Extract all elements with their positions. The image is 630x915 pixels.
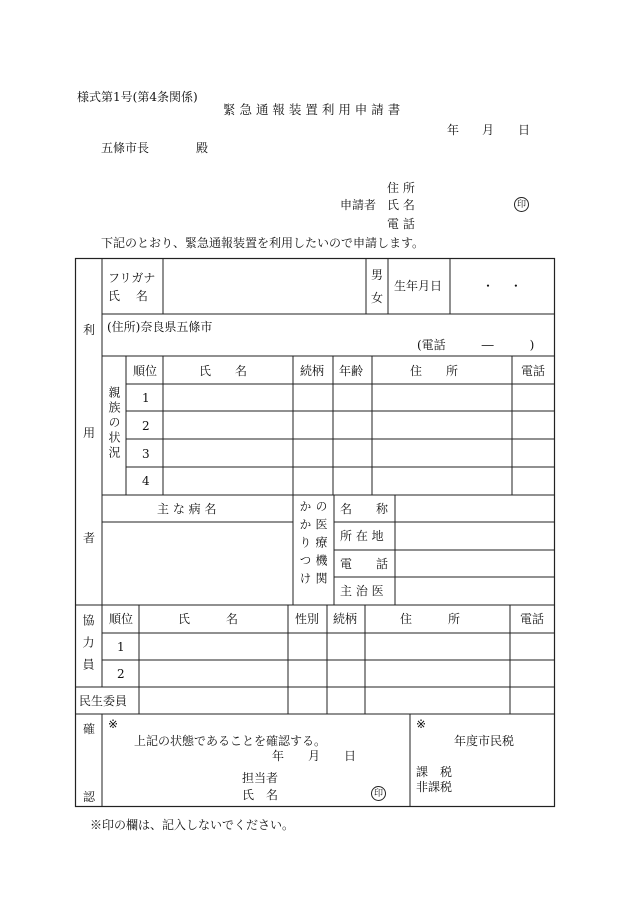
welfare-commissioner-label: 民生委員: [79, 694, 128, 708]
helpers-rank-2: 2: [117, 667, 125, 681]
tax-year-label: 年度市民税: [454, 734, 515, 748]
user-name-label: 氏 名: [108, 289, 148, 303]
relatives-header-age: 年齢: [339, 364, 364, 378]
helpers-side-label: 協力員: [81, 614, 95, 680]
applicant-address-label: 住 所: [387, 181, 415, 195]
seal-icon: 印: [514, 197, 529, 212]
taxed-label: 課 税: [416, 765, 453, 779]
user-side-label-3: 者: [83, 531, 96, 545]
intro-text: 下記のとおり、緊急通報装置を利用したいので申請します。: [101, 236, 425, 250]
sex-female: 女: [371, 291, 384, 305]
staff-seal-icon: 印: [371, 786, 386, 801]
disease-label: 主 な 病 名: [157, 502, 217, 516]
relatives-rank-3: 3: [142, 447, 150, 461]
furigana-label: フリガナ: [108, 271, 156, 285]
sex-male: 男: [371, 268, 384, 282]
staff-name-label: 氏 名: [242, 788, 279, 802]
relatives-rank-1: 1: [142, 391, 150, 405]
birthdate-dots: ・ ・: [482, 279, 522, 293]
helpers-header-name: 氏 名: [178, 612, 239, 626]
tax-mark: ※: [416, 717, 427, 731]
relatives-side-label: 親族の状況: [107, 386, 121, 461]
date-day-label: 日: [518, 123, 531, 137]
applicant-name-label: 氏 名: [387, 198, 415, 212]
relatives-header-rank: 順位: [133, 364, 158, 378]
birthdate-label: 生年月日: [394, 279, 443, 293]
relatives-header-name: 氏 名: [199, 364, 248, 378]
user-phone: (電話 ― ): [417, 338, 535, 352]
date-month-label: 月: [482, 123, 495, 137]
helpers-header-rank: 順位: [109, 612, 134, 626]
honorific: 殿: [196, 141, 209, 155]
confirm-side-label-bottom: 認: [83, 790, 96, 804]
confirm-mark: ※: [108, 717, 119, 731]
confirm-date: 年 月 日: [272, 749, 357, 763]
helpers-rank-1: 1: [117, 640, 125, 654]
staff-label: 担当者: [242, 771, 279, 785]
clinic-label-col1: かかりつけ: [298, 500, 312, 590]
clinic-phone-label: 電 話: [340, 557, 389, 571]
confirm-side-label-top: 確: [83, 722, 96, 736]
date-year-label: 年: [447, 123, 460, 137]
addressee: 五條市長: [101, 141, 150, 155]
footer-note: ※印の欄は、記入しないでください。: [90, 818, 295, 832]
clinic-name-label: 名 称: [340, 502, 389, 516]
relatives-rank-4: 4: [142, 474, 150, 488]
confirm-text: 上記の状態であることを確認する。: [134, 734, 327, 748]
helpers-header-phone: 電話: [520, 612, 545, 626]
clinic-doctor-label: 主 治 医: [340, 584, 384, 598]
form-number: 様式第1号(第4条関係): [77, 90, 198, 104]
relatives-rank-2: 2: [142, 419, 150, 433]
clinic-label-col2: の医療機関: [314, 500, 328, 590]
relatives-header-address: 住 所: [410, 364, 459, 378]
form-title: 緊 急 通 報 装 置 利 用 申 請 書: [223, 102, 401, 117]
user-side-label-1: 利: [83, 323, 96, 337]
applicant-role-label: 申請者: [340, 198, 377, 212]
relatives-header-phone: 電話: [521, 364, 546, 378]
user-side-label-2: 用: [83, 426, 96, 440]
helpers-header-address: 住 所: [400, 612, 461, 626]
relatives-header-relation: 続柄: [300, 364, 325, 378]
helpers-header-relation: 続柄: [333, 612, 358, 626]
nontaxed-label: 非課税: [416, 780, 453, 794]
clinic-location-label: 所 在 地: [340, 529, 384, 543]
helpers-header-sex: 性別: [295, 612, 320, 626]
user-address: (住所)奈良県五條市: [107, 320, 213, 334]
applicant-phone-label: 電 話: [387, 217, 415, 231]
